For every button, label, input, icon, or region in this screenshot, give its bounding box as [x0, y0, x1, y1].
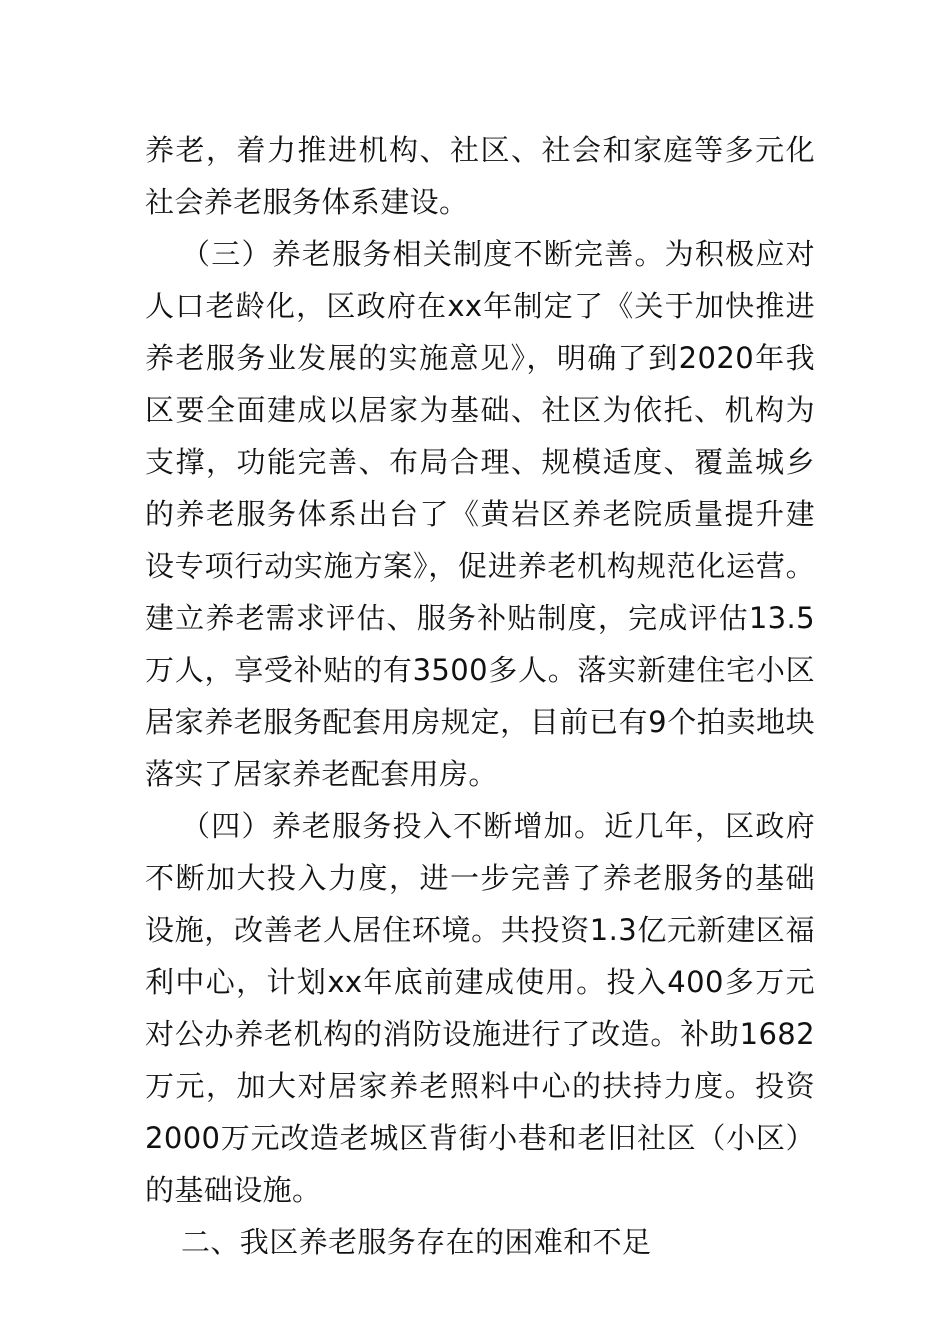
paragraph-section-four: （四）养老服务投入不断增加。近几年，区政府不断加大投入力度，进一步完善了养老服务的基础设施，改善老人居住环境。共投资1.3亿元新建区福利中心，计划xx年底前建成使用。投入400多万元对公办养老机构的消防设施进行了改造。补助1682万元，加大对居家养老照料中心的扶持力度。投资2000万元改造老城区背街小巷和老旧社区（小区）的基础设施。	[145, 809, 815, 1207]
paragraph-continuation: 养老，着力推进机构、社区、社会和家庭等多元化社会养老服务体系建设。	[145, 133, 815, 219]
document-body	[145, 124, 815, 1268]
paragraph-section-three: （三）养老服务相关制度不断完善。为积极应对人口老龄化，区政府在xx年制定了《关于加快推进养老服务业发展的实施意见》，明确了到2020年我区要全面建成以居家为基础、社区为依托、机构为支撑，功能完善、布局合理、规模适度、覆盖城乡的养老服务体系出台了《黄岩区养老院质量提升建设专项行动实施方案》，促进养老机构规范化运营。建立养老需求评估、服务补贴制度，完成评估13.5万人，享受补贴的有3500多人。落实新建住宅小区居家养老服务配套用房规定，目前已有9个拍卖地块落实了居家养老配套用房。	[145, 237, 815, 791]
section-heading-two: 二、我区养老服务存在的困难和不足	[181, 1225, 652, 1259]
